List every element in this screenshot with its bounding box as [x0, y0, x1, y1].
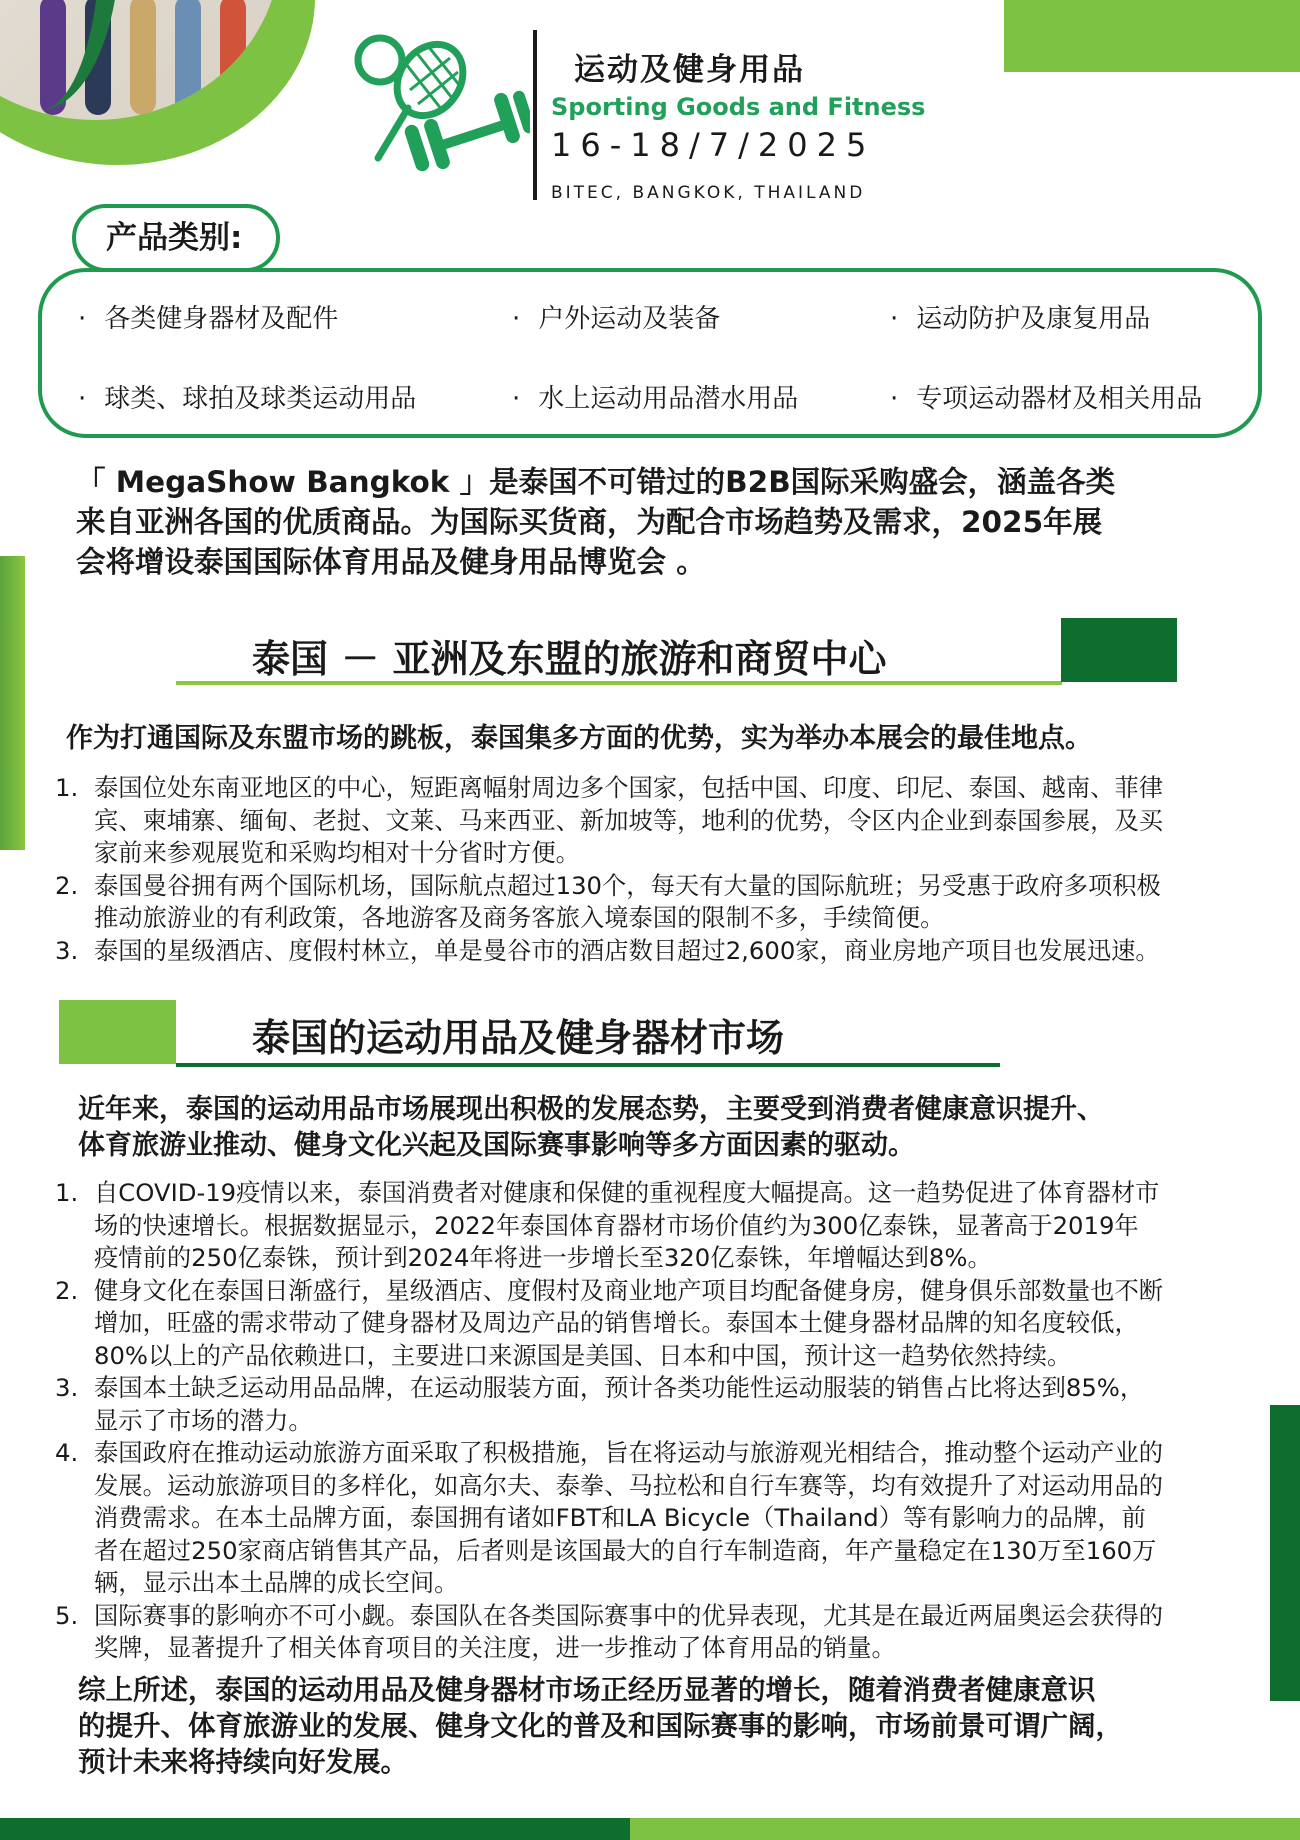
- list-item: 1. 自COVID-19疫情以来，泰国消费者对健康和保健的重视程度大幅提高。这一趋势促进了体育器材市 场的快速增长。根据数据显示，2022年泰国体育器材市场价值约为300亿泰铢，显著高于2019年 疫情前的250亿泰铢，预计到2024年将进一步增长至320亿泰铢，年增幅达到8%。: [55, 1178, 1160, 1272]
- bottom-accent-bar-dark: [0, 1818, 630, 1840]
- section1-list: [55, 772, 1255, 967]
- skateboard-image: [220, 0, 246, 115]
- intro-line: 「 MegaShow Bangkok 」是泰国不可错过的B2B国际采购盛会，涵盖各类: [76, 465, 1116, 499]
- skateboard-image: [130, 0, 156, 115]
- category-label: 产品类别:: [72, 204, 280, 272]
- intro-line: 会将增设泰国国际体育用品及健身用品博览会 。: [76, 545, 706, 579]
- section2-list: [55, 1177, 1255, 1665]
- header-divider: [533, 30, 537, 200]
- section2-title: 泰国的运动用品及健身器材市场: [252, 1016, 785, 1060]
- bullet-dot: ·: [78, 304, 87, 334]
- section1-underline: [176, 681, 1062, 685]
- list-item: 3. 泰国的星级酒店、度假村林立，单是曼谷市的酒店数目超过2,600家，商业房地产项目也发展迅速。: [55, 935, 1160, 965]
- intro-paragraph: [76, 462, 1236, 582]
- list-item: 5. 国际赛事的影响亦不可小觑。泰国队在各类国际赛事中的优异表现，尤其是在最近两届奥运会获得的 奖牌，显著提升了相关体育项目的关注度，进一步推动了体育用品的销量。: [55, 1600, 1164, 1662]
- event-title-en: Sporting Goods and Fitness: [551, 93, 926, 121]
- top-accent-bar: [1004, 0, 1300, 72]
- section1-accent-block: [1061, 618, 1177, 682]
- section2-underline: [176, 1063, 1000, 1067]
- list-item: 2. 健身文化在泰国日渐盛行，星级酒店、度假村及商业地产项目均配备健身房，健身俱乐部数量也不断 增加，旺盛的需求带动了健身器材及周边产品的销售增长。泰国本土健身器材品牌的知名度较低， 80%以上的产品依赖进口，主要进口来源国是美国、日本和中国，预计这一趋势依然持续。: [55, 1275, 1164, 1370]
- section1-lead: 作为打通国际及东盟市场的跳板，泰国集多方面的优势，实为举办本展会的最佳地点。: [66, 723, 1092, 754]
- category-item: · 运动防护及康复用品: [890, 304, 1151, 334]
- intro-line: 来自亚洲各国的优质商品。为国际买货商，为配合市场趋势及需求，2025年展: [76, 505, 1103, 539]
- bullet-dot: ·: [890, 384, 899, 414]
- bottom-accent-bar-light: [630, 1818, 1300, 1840]
- category-item: · 球类、球拍及球类运动用品: [78, 384, 417, 414]
- left-accent-bar: [0, 556, 25, 850]
- section1-title: 泰国 － 亚洲及东盟的旅游和商贸中心: [252, 637, 887, 681]
- bullet-dot: ·: [512, 304, 521, 334]
- bullet-dot: ·: [78, 384, 87, 414]
- skateboard-image: [175, 0, 201, 115]
- list-item: 1. 泰国位处东南亚地区的中心，短距离幅射周边多个国家，包括中国、印度、印尼、泰国、越南、菲律 宾、柬埔寨、缅甸、老挝、文莱、马来西亚、新加坡等，地利的优势，令区内企业到泰国参展，及买 家前来参观展览和采购均相对十分省时方便。: [55, 773, 1164, 867]
- list-item: 2. 泰国曼谷拥有两个国际机场，国际航点超过130个，每天有大量的国际航班；另受惠于政府多项积极 推动旅游业的有利政策，各地游客及商务客旅入境泰国的限制不多，手续简便。: [55, 870, 1161, 932]
- bullet-dot: ·: [890, 304, 899, 334]
- list-item: 3. 泰国本土缺乏运动用品品牌，在运动服装方面，预计各类功能性运动服装的销售占比将达到85%， 显示了市场的潜力。: [55, 1373, 1145, 1435]
- event-venue: BITEC, BANGKOK, THAILAND: [551, 183, 866, 203]
- right-accent-bar: [1270, 1405, 1300, 1701]
- category-item: · 各类健身器材及配件: [78, 304, 339, 334]
- section2-lead: 近年来，泰国的运动用品市场展现出积极的发展态势，主要受到消费者健康意识提升、 体育旅游业推动、健身文化兴起及国际赛事影响等多方面因素的驱动。: [78, 1094, 1104, 1161]
- category-item: · 水上运动用品潜水用品: [512, 384, 799, 414]
- list-item: 4. 泰国政府在推动运动旅游方面采取了积极措施，旨在将运动与旅游观光相结合，推动整个运动产业的 发展。运动旅游项目的多样化，如高尔夫、泰拳、马拉松和自行车赛等，均有效提升了对运动用品的 消费需求。在本土品牌方面，泰国拥有诸如FBT和LA Bicycle（Thailand）等有影响力的品牌，前 者在超过250家商店销售其产品，后者则是该国最大的自行车制造商，年产量稳定在130万至160万 辆，显示出本土品牌的成长空间。: [55, 1438, 1164, 1597]
- event-date: 16-18/7/2025: [551, 126, 876, 164]
- category-item: · 专项运动器材及相关用品: [890, 384, 1203, 414]
- tennis-racket-dumbbell-icon: [350, 30, 530, 180]
- bullet-dot: ·: [512, 384, 521, 414]
- section2-accent-block: [59, 1000, 176, 1064]
- summary-paragraph: 综上所述，泰国的运动用品及健身器材市场正经历显著的增长，随着消费者健康意识 的提升、体育旅游业的发展、健身文化的普及和国际赛事的影响，市场前景可谓广阔， 预计未来将持续向好发展。: [78, 1674, 1123, 1778]
- category-item: · 户外运动及装备: [512, 304, 721, 334]
- event-title-cn: 运动及健身用品: [574, 52, 805, 88]
